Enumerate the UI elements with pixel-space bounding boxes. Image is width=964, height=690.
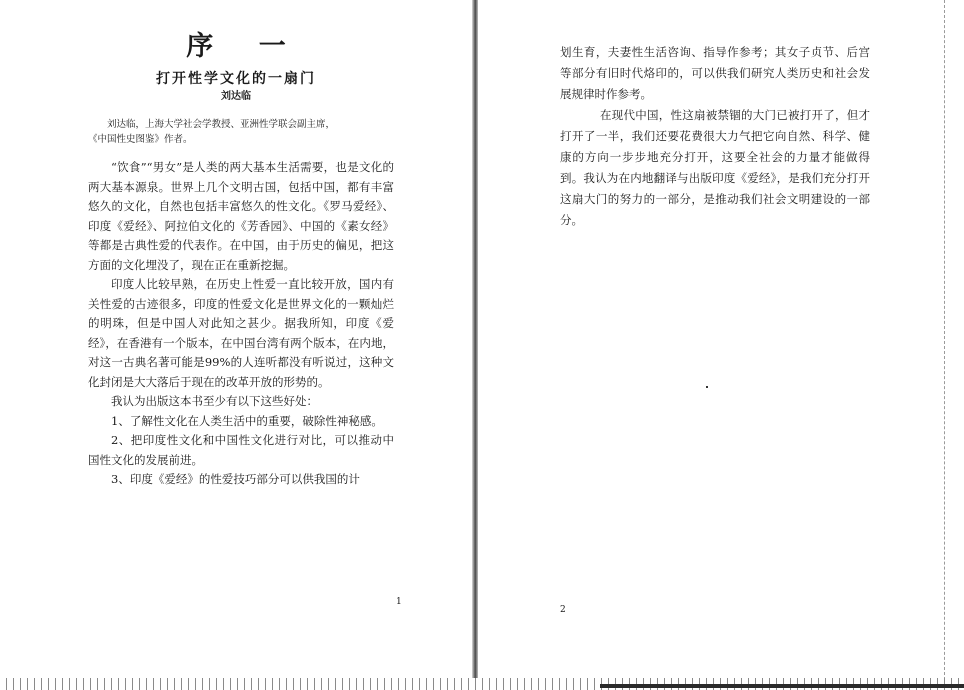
- preface-subtitle: 打开性学文化的一扇门: [156, 71, 316, 87]
- scan-bottom-edge: [0, 678, 964, 690]
- list-item: 2、把印度性文化和中国性文化进行对比，可以推动中国性文化的发展前进。: [88, 433, 394, 467]
- paragraph: 在现代中国，性这扇被禁锢的大门已被打开了，但才打开了一半，我们还要花费很大力气把它向自然、科学、健康的方向一步步地充分打开，这要全社会的力量才能做得到。我认为在内地翻译与出版印度《爱经》，是我们充分打开这扇大门的努力的一部分，是推动我们社会文明建设的一部分。: [560, 108, 870, 227]
- page-number: 1: [396, 597, 402, 607]
- author-name: 刘达临: [221, 91, 251, 102]
- scan-speck: [706, 386, 708, 388]
- list-item: 1、了解性文化在人类生活中的重要，破除性神秘感。: [111, 413, 383, 428]
- page-edge: [944, 0, 964, 690]
- page-title: 序 一: [186, 31, 304, 62]
- right-page: [478, 0, 964, 690]
- author-bio-line: 刘达临，上海大学社会学教授、亚洲性学联会副主席，: [107, 119, 336, 130]
- author-bio: [88, 117, 388, 147]
- page-number: 2: [560, 605, 566, 615]
- scan-bottom-edge-solid: [600, 684, 964, 688]
- paragraph: “饮食”“男女”是人类的两大基本生活需要，也是文化的两大基本源泉。世界上几个文明古国，包括中国，都有丰富悠久的文化，自然也包括丰富悠久的性文化。《罗马爱经》、印度《爱经》、阿拉伯文化的《芳香园》、中国的《素女经》等都是古典性爱的代表作。在中国，由于历史的偏见，把这方面的文化埋没了，现在正在重新挖掘。: [88, 160, 394, 272]
- preface-body-left: [88, 158, 394, 490]
- left-page: [0, 0, 472, 690]
- list-item: 3、印度《爱经》的性爱技巧部分可以供我国的计: [111, 472, 360, 486]
- paragraph: 印度人比较早熟，在历史上性爱一直比较开放，国内有关性爱的古迹很多，印度的性爱文化是世界文化的一颗灿烂的明珠，但是中国人对此知之甚少。据我所知，印度《爱经》，在香港有一个版本，在中国台湾有两个版本，在内地，对这一古典名著可能是99%的人连听都没有听说过，这种文化封闭是大大落后于现在的改革开放的形势的。: [88, 277, 394, 389]
- paragraph: 我认为出版这本书至少有以下这些好处：: [111, 394, 318, 408]
- paragraph: 划生育，夫妻性生活咨询、指导作参考；其女子贞节、后宫等部分有旧时代烙印的，可以供我们研究人类历史和社会发展规律时作参考。: [560, 45, 870, 101]
- preface-body-right: [560, 42, 870, 231]
- author-bio-line: 《中国性史图鉴》作者。: [88, 134, 193, 145]
